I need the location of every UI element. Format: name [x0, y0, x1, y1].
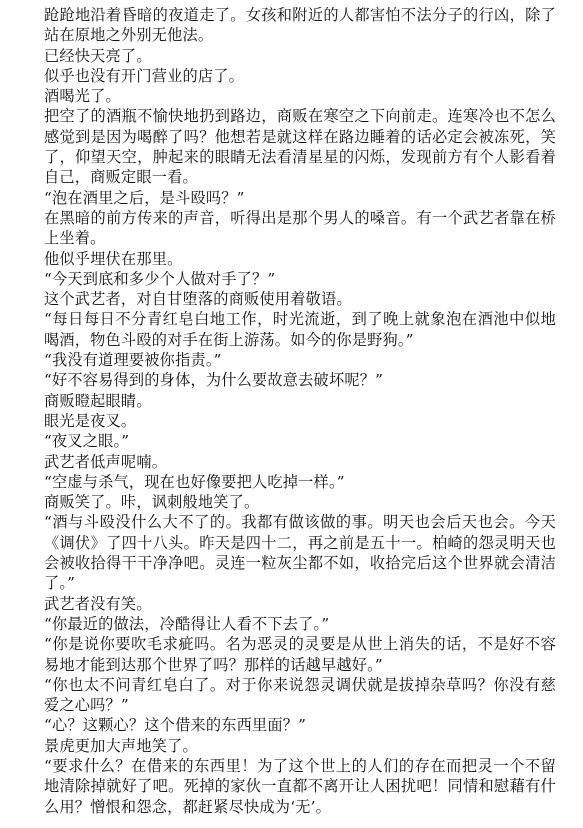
paragraph: “今天到底和多少个人做对手了？” — [44, 269, 276, 288]
paragraph: 商贩瞪起眼睛。 — [44, 391, 152, 410]
paragraph: 眼光是夜叉。 — [44, 411, 137, 430]
paragraph: 已经快天亮了。 — [44, 46, 152, 65]
paragraph: “好不容易得到的身体，为什么要故意去破坏呢？” — [44, 371, 384, 390]
paragraph: “泡在酒里之后，是斗殴吗？” — [44, 188, 245, 207]
paragraph: “酒与斗殴没什么大不了的。我都有做该做的事。明天也会后天也会。今天《调伏》了四十八头。昨天是四十二，再之前是五十一。柏崎的怨灵明天也会被收拾得干干净净吧。灵连一粒灰尘都不如，收拾完后这个世界就会清洁了。” — [44, 513, 556, 593]
paragraph: “心？这颗心？这个借来的东西里面？” — [44, 716, 307, 735]
paragraph: 他似乎埋伏在那里。 — [44, 249, 183, 268]
paragraph: 把空了的酒瓶不愉快地扔到路边，商贩在寒空之下向前走。连寒冷也不怎么感觉到是因为喝醉了吗？他想若是就这样在路边睡着的话必定会被冻死，笑了，仰望天空，肿起来的眼睛无法看清星星的闪烁，发现前方有个人影看着自己，商贩定眼一看。 — [44, 107, 556, 187]
paragraph: “你是说你要吹毛求疵吗。名为恶灵的灵要是从世上消失的话，不是好不容易地才能到达那个世界了吗？那样的话越早越好。” — [44, 635, 556, 674]
paragraph: “空虚与杀气，现在也好像要把人吃掉一样。” — [44, 472, 345, 491]
paragraph: 商贩笑了。咔，讽刺般地笑了。 — [44, 493, 260, 512]
paragraph: “我没有道理要被你指责。” — [44, 351, 222, 370]
paragraph: 跄跄地沿着昏暗的夜道走了。女孩和附近的人都害怕不法分子的行凶，除了站在原地之外别无他法。 — [44, 6, 556, 45]
paragraph: “夜叉之眼。” — [44, 432, 130, 451]
paragraph: 这个武艺者，对自甘堕落的商贩使用着敬语。 — [44, 290, 352, 309]
paragraph: “每日每日不分青红皂白地工作，时光流逝，到了晚上就象泡在酒池中似地喝酒，物色斗殴的对手在街上游荡。如今的你是野狗。” — [44, 310, 556, 349]
paragraph: 武艺者低声呢喃。 — [44, 452, 168, 471]
paragraph: “你也太不问青红皂白了。对于你来说怨灵调伏就是拔掉杂草吗？你没有慈爱之心吗？” — [44, 675, 556, 715]
paragraph: 景虎更加大声地笑了。 — [44, 736, 198, 755]
paragraph: 在黑暗的前方传来的声音，听得出是那个男人的嗓音。有一个武艺者靠在桥上坐着。 — [44, 208, 556, 248]
document-text-body — [44, 5, 556, 817]
paragraph: 武艺者没有笑。 — [44, 594, 152, 613]
paragraph: 似乎也没有开门营业的店了。 — [44, 66, 245, 85]
paragraph: “你最近的做法，冷酷得让人看不下去了。” — [44, 614, 330, 633]
paragraph: “要求什么？在借来的东西里！为了这个世上的人们的存在而把灵一个不留地清除掉就好了吧。死掉的家伙一直都不离开让人困扰吧！同情和慰藉有什么用？憎恨和怨念，都赶紧尽快成为‘无’。 — [44, 756, 556, 816]
paragraph: 酒喝光了。 — [44, 87, 121, 106]
